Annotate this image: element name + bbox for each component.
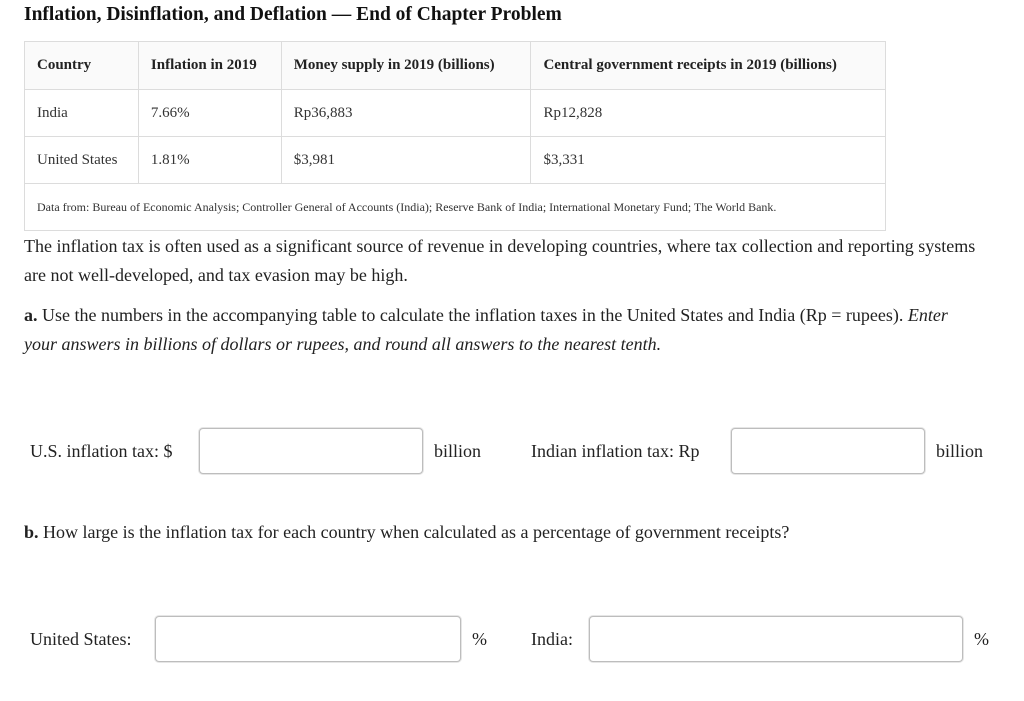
table-source-note: Data from: Bureau of Economic Analysis; Controller General of Accounts (India); Reserve Bank of India; International Monetary Fund; The World Bank. xyxy=(25,184,886,231)
part-a-instruction: Enter your answers in billions of dollars or rupees, and round all answers to the nearest tenth. xyxy=(24,305,948,354)
part-b-question xyxy=(24,518,984,547)
table-row xyxy=(25,90,886,137)
part-a-label: a. xyxy=(24,305,38,325)
india-inflation-tax-input[interactable] xyxy=(731,428,925,474)
cell-inflation: 7.66% xyxy=(138,90,281,137)
table-row xyxy=(25,137,886,184)
us-inflation-tax-label: U.S. inflation tax: $ xyxy=(30,441,173,461)
part-a-question xyxy=(24,301,984,359)
part-b-label: b. xyxy=(24,522,39,542)
page-title: Inflation, Disinflation, and Deflation — End of Chapter Problem xyxy=(24,4,562,25)
india-percentage-unit: % xyxy=(974,629,989,649)
header-inflation: Inflation in 2019 xyxy=(138,42,281,90)
india-percentage-label: India: xyxy=(531,629,573,649)
cell-money-supply: Rp36,883 xyxy=(281,90,531,137)
header-country: Country xyxy=(25,42,139,90)
india-percentage-input[interactable] xyxy=(589,616,963,662)
cell-inflation: 1.81% xyxy=(138,137,281,184)
cell-country: India xyxy=(25,90,139,137)
us-inflation-tax-input[interactable] xyxy=(199,428,423,474)
part-a-text: Use the numbers in the accompanying table to calculate the inflation taxes in the United States and India (Rp = rupees). xyxy=(37,305,908,325)
india-inflation-tax-unit: billion xyxy=(936,441,984,461)
header-money-supply: Money supply in 2019 (billions) xyxy=(281,42,531,90)
cell-receipts: Rp12,828 xyxy=(531,90,886,137)
table-source-row xyxy=(25,184,886,231)
header-receipts: Central government receipts in 2019 (billions) xyxy=(531,42,886,90)
cell-receipts: $3,331 xyxy=(531,137,886,184)
us-percentage-unit: % xyxy=(472,629,487,649)
india-inflation-tax-label: Indian inflation tax: Rp xyxy=(531,441,700,461)
us-percentage-input[interactable] xyxy=(155,616,461,662)
intro-paragraph: The inflation tax is often used as a significant source of revenue in developing countries, where tax collection and reporting systems are not well-developed, and tax evasion may be high. xyxy=(24,236,976,285)
cell-country: United States xyxy=(25,137,139,184)
part-b-text: How large is the inflation tax for each country when calculated as a percentage of government receipts? xyxy=(38,522,790,542)
cell-money-supply: $3,981 xyxy=(281,137,531,184)
table-header-row xyxy=(25,42,886,90)
data-table xyxy=(24,41,886,231)
us-percentage-label: United States: xyxy=(30,629,132,649)
us-inflation-tax-unit: billion xyxy=(434,441,482,461)
